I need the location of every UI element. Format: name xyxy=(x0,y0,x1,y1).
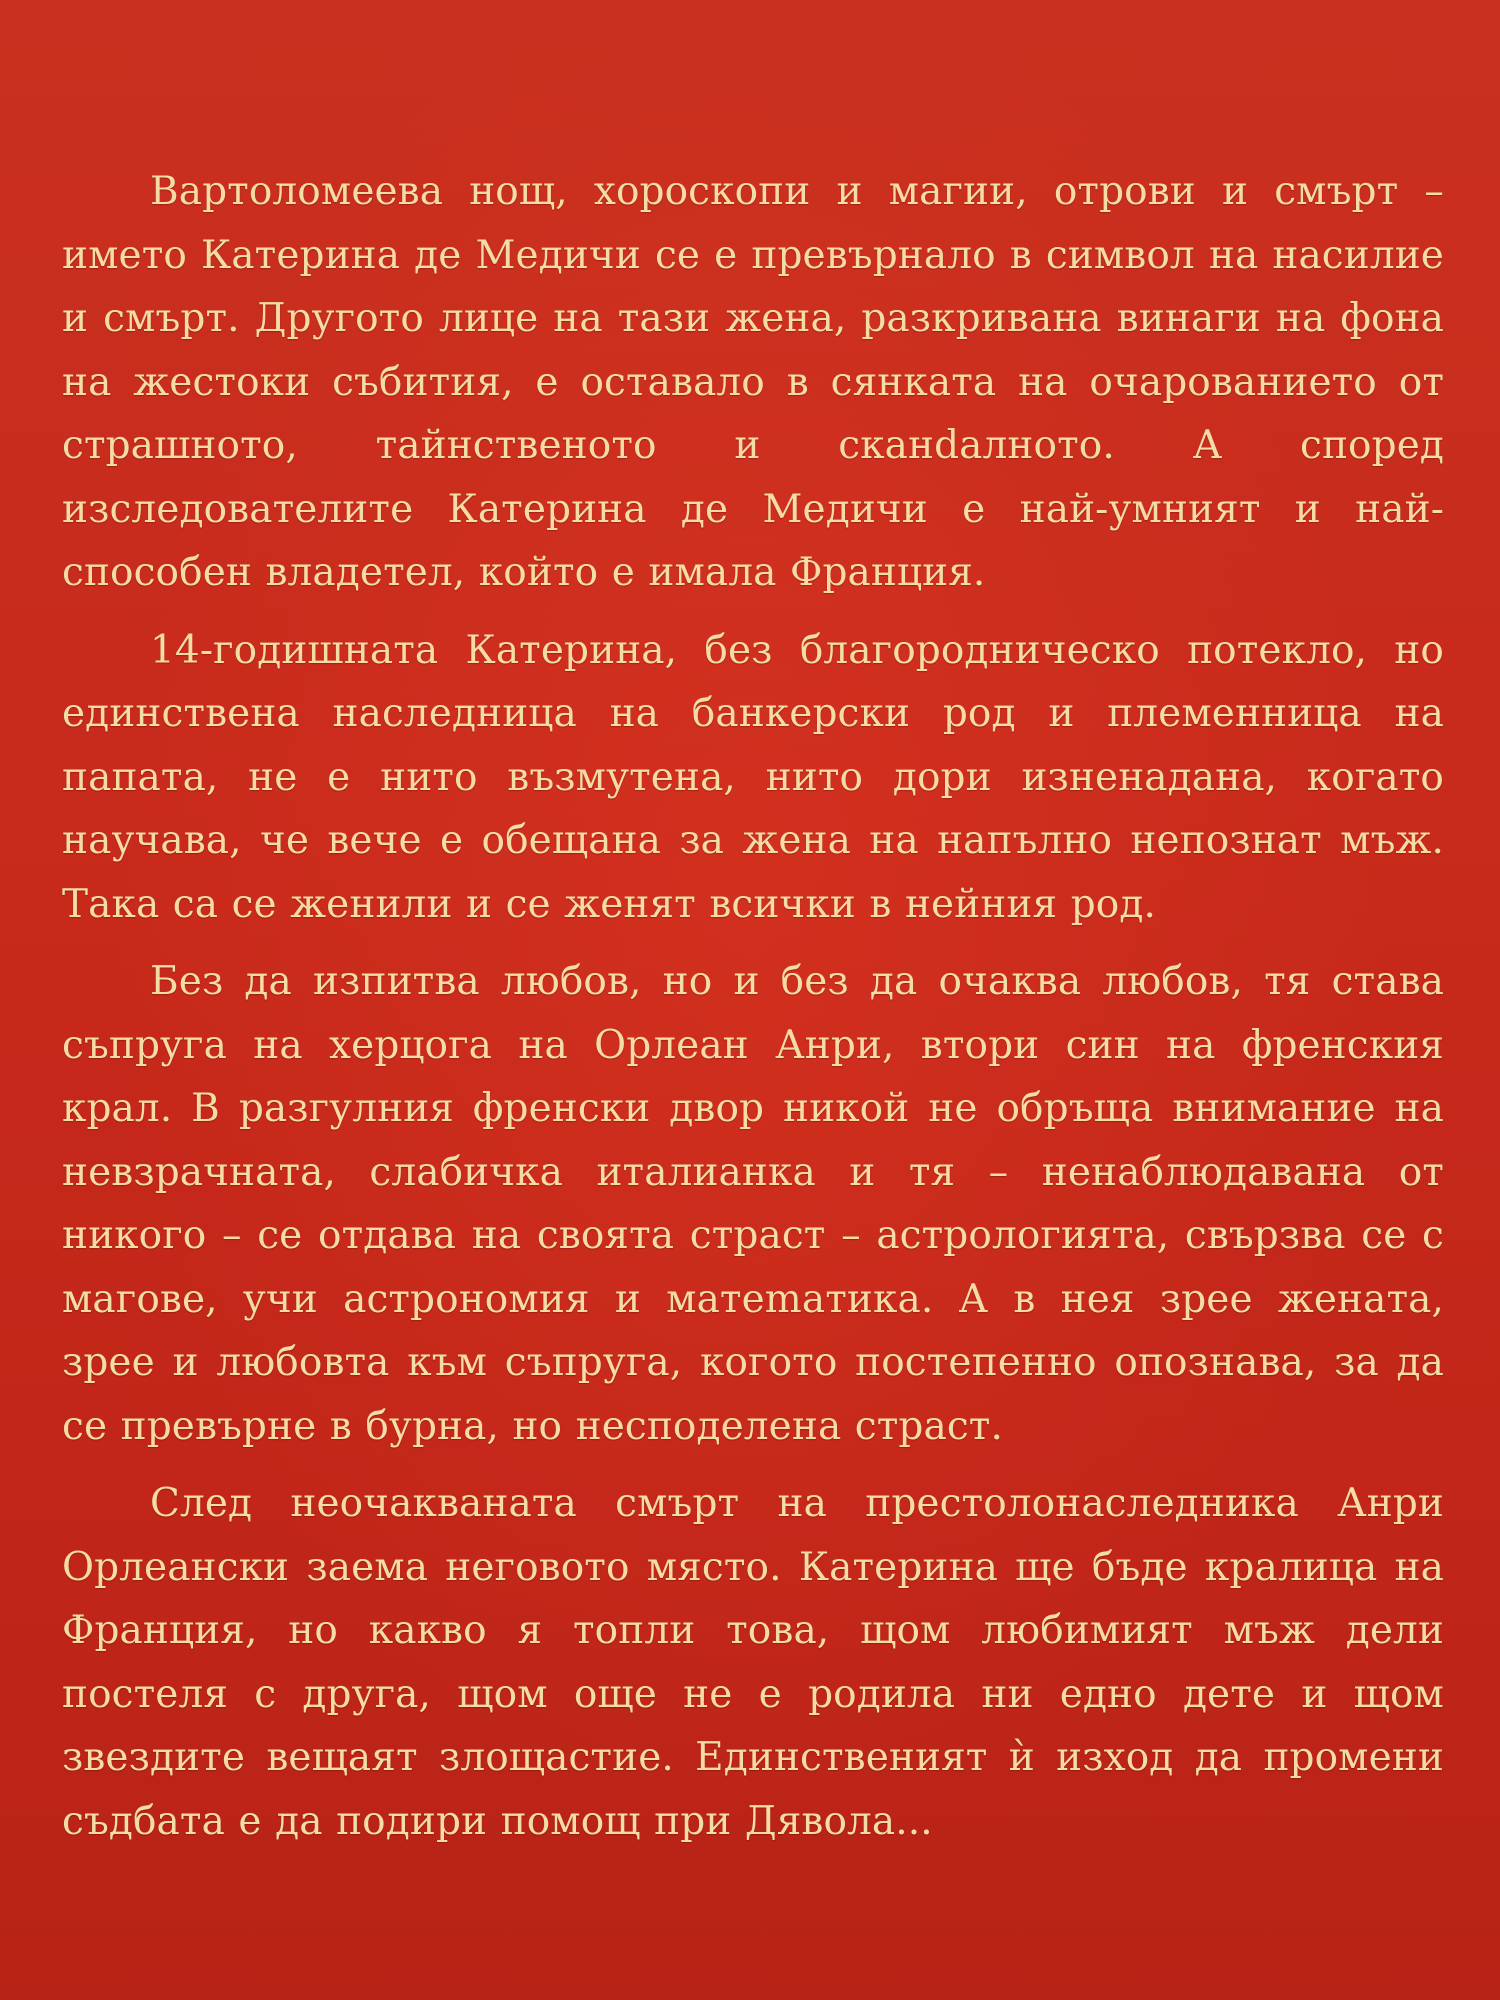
blurb-paragraph-3: Без да изпитва любов, но и без да очаква любов, тя става съпруга на херцога на Орлеан Анри, втори син на френския крал. В разгулния френски двор никой не обръща внимание на невзрачната, слабичка италианка и тя – ненаблюдавана от никого – се отдава на своята страст – астрологията, свързва се с магове, учи астрономия и матеmатика. А в нея зрее жената, зрее и любовта към съпруга, когото постепенно опознава, за да се превърне в бурна, но несподелена страст. xyxy=(62,959,1444,1449)
blurb-paragraph-1: Вартоломеева нощ, хороскопи и магии, отрови и смърт – името Катерина де Медичи се е превърнало в символ на насилие и смърт. Другото лице на тази жена, разкривана винаги на фона на жестоки събития, е оставало в сянката на очарованието от страшното, тайнственото и сканdалното. А според изследователите Катерина де Медичи е най-умният и най-способен владетел, който е имала Франция. xyxy=(62,169,1444,595)
blurb-paragraph-4: След неочакваната смърт на престолонаследника Анри Орлеански заема неговото място. Катерина ще бъде кралица на Франция, но какво я топли това, щом любимият мъж дели постеля с друга, щом още не е родила ни едно дете и щом звездите вещаят злощастие. Единственият ѝ изход да промени съдбата е да подири помощ при Дявола... xyxy=(62,1481,1444,1844)
blurb-paragraph-2: 14-годишната Катерина, без благородническо потекло, но единствена наследница на банкерски род и племенница на папата, не е нито възмутена, нито дори изненадана, когато научава, че вече е обещана за жена на напълно непознат мъж. Така са се женили и се женят всички в нейния род. xyxy=(62,627,1444,927)
blurb-text xyxy=(62,160,1444,1853)
